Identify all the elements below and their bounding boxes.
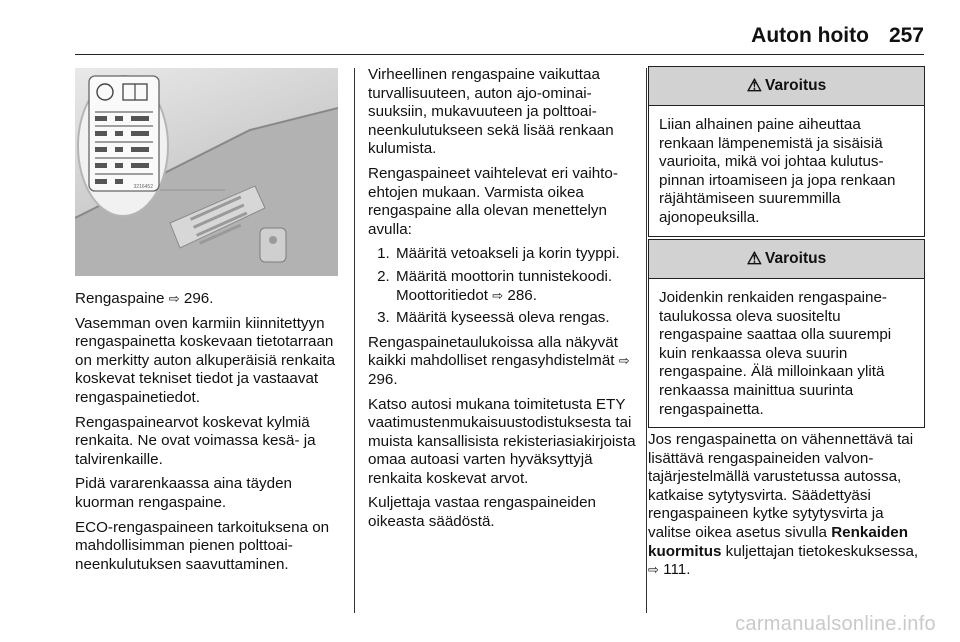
figure-id-code: 3216452	[133, 184, 153, 190]
warning-header	[649, 67, 924, 106]
paragraph: Jos rengaspainetta on vähennettävä tai lisättävä rengaspaineiden valvontajärjestelmällä varustetussa autossa, katkaise sytytysvirta. Säädettyäsi rengaspaineen kytke sytytysvirta ja valitse oikea asetus sivulla Renkaiden kuormitus kuljettajan tietokeskuksessa, ⇨ 111.	[648, 431, 919, 579]
reference-arrow-icon: ⇨	[168, 291, 180, 306]
page-reference-link[interactable]: 296.	[368, 370, 398, 388]
reference-arrow-icon: ⇨	[492, 287, 504, 303]
column-right	[648, 431, 926, 586]
warning-title: Varoitus	[765, 250, 827, 267]
page-reference-link[interactable]: 111.	[663, 561, 691, 579]
warning-box-1	[648, 66, 925, 237]
paragraph: Virheellinen rengaspaine vaikuttaa turvallisuuteen, auton ajo-ominaisuuksiin, mukavuuteen ja polttoaineenkulutukseen sekä lisää renkaan kulumista.	[368, 66, 614, 158]
warning-title: Varoitus	[765, 77, 827, 94]
paragraph: Rengaspaineet vaihtelevat eri vaihtoehtojen mukaan. Varmista oikea rengaspaine alla olevan menettelyn avulla:	[368, 164, 618, 238]
paragraph: Vasemman oven karmiin kiinnitettyyn rengaspainetta koskevaan tietotarraan on merkitty auton alkuperäisiä renkaita koskevat tekniset tiedot ja vastaavat rengaspainetiedot.	[75, 314, 336, 406]
paragraph: Kuljettaja vastaa rengaspaineiden oikeasta säädöstä.	[368, 494, 596, 531]
warning-text: Joidenkin renkaiden rengaspainetaulukossa oleva suositeltu rengaspaine saattaa olla suurempi kuin renkaassa oleva suurin rengaspaine. Älä milloinkaan ylitä renkaassa mainittua suurinta rengaspainetta.	[659, 289, 892, 418]
list-item: 2. Määritä moottorin tunnistekoodi. Moottoritiedot ⇨ 286.	[394, 268, 638, 305]
paragraph: Pidä vararenkaassa aina täyden kuorman rengaspaine.	[75, 475, 292, 511]
column-left	[75, 290, 350, 580]
page-reference-link[interactable]: 286.	[507, 286, 537, 304]
page-reference-link[interactable]: 296.	[183, 290, 214, 307]
watermark: carmanualsonline.info	[735, 613, 936, 635]
menu-name-highlight: Renkaiden kuormitus	[648, 523, 909, 560]
paragraph: Katso autosi mukana toimitetusta ETY vaatimustenmukaisuustodistuksesta tai muista kansallisista rekisteriasiakirjoista omaa autoasi varten hyväksyttyjä renkaita koskevat arvot.	[368, 395, 636, 487]
warning-box-2	[648, 239, 925, 428]
warning-triangle-icon: ⚠	[746, 76, 763, 95]
list-item: 1. Määritä vetoakseli ja korin tyyppi.	[394, 245, 638, 264]
column-divider-right	[646, 68, 647, 613]
reference-arrow-icon: ⇨	[618, 353, 630, 369]
column-divider-left	[354, 68, 355, 613]
paragraph: ECO-rengaspaineen tarkoituksena on mahdollisimman pienen polttoaineenkulutuksen saavuttaminen.	[75, 518, 330, 573]
paragraph: Rengaspainetaulukoissa alla näkyvät kaikki mahdolliset rengasyhdistelmät ⇨ 296.	[368, 333, 630, 388]
section-title: Auton hoito	[751, 24, 869, 47]
page-number: 257	[888, 24, 924, 47]
door-frame-illustration	[75, 68, 338, 276]
warning-header	[649, 240, 924, 279]
list-item: 3. Määritä kyseessä oleva rengas.	[394, 309, 638, 328]
column-middle	[368, 66, 638, 538]
header-rule	[75, 54, 924, 55]
warning-triangle-icon: ⚠	[746, 249, 763, 268]
page-header	[751, 24, 924, 54]
paragraph-tire-pressure-ref: Rengaspaine ⇨ 296.	[75, 290, 214, 307]
procedure-steps	[368, 245, 638, 327]
warning-text: Liian alhainen paine aiheuttaa renkaan lämpenemistä ja sisäisiä vaurioita, mikä voi johtaa kulutuspinnan irtoamiseen ja jopa renkaan räjähtämiseen suuremmilla ajonopeuksilla.	[659, 116, 896, 226]
paragraph: Rengaspainearvot koskevat kylmiä renkaita. Ne ovat voimassa kesä- ja talvirenkaille.	[75, 413, 316, 468]
reference-arrow-icon: ⇨	[648, 562, 659, 578]
tire-pressure-label-figure	[75, 68, 338, 276]
